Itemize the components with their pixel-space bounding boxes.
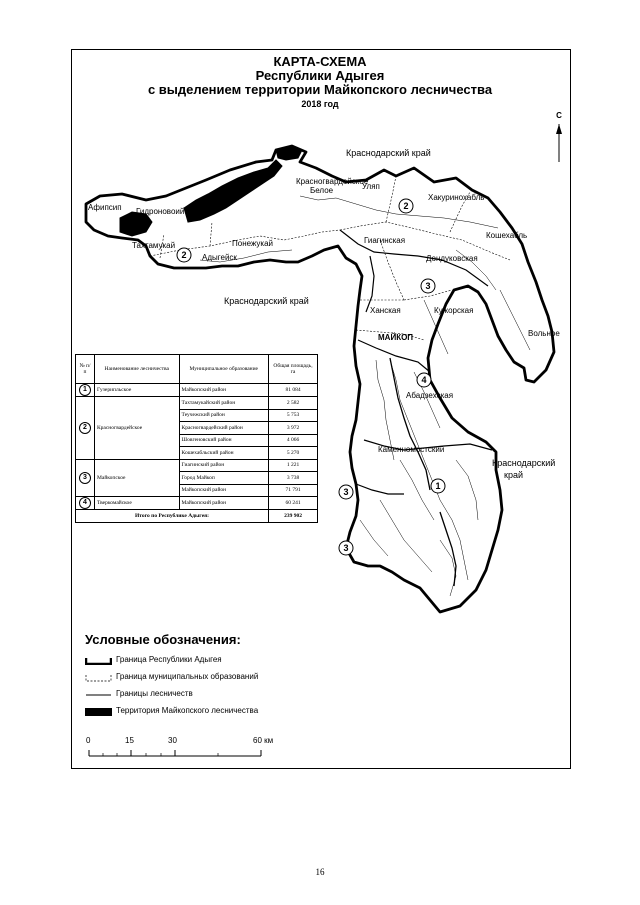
legend-label: Границы лесничеств	[116, 689, 193, 698]
label-volnoe: Вольное	[528, 329, 560, 338]
svg-text:3: 3	[425, 281, 431, 291]
label-maikop: МАЙКОП	[378, 333, 414, 342]
page-number: 16	[315, 867, 325, 877]
table-row	[76, 459, 318, 472]
map-year: 2018 год	[301, 99, 339, 109]
table-row	[76, 397, 318, 410]
svg-text:С: С	[556, 111, 562, 120]
table-header-num: № п/п	[76, 355, 95, 384]
label-hanskaya: Ханская	[370, 306, 401, 315]
table-header-municipality: Муниципальное образование	[179, 355, 268, 384]
legend-heading: Условные обозначения:	[85, 632, 241, 647]
forestry-marker-1	[431, 479, 445, 493]
label-kamennomostskii: Каменномостский	[378, 445, 445, 454]
svg-text:4: 4	[421, 375, 427, 385]
municipality-name: Майкопский район	[179, 497, 268, 510]
label-krasnodar-top: Краснодарский край	[346, 148, 431, 158]
forestry-num-badge: 3	[79, 472, 91, 484]
label-adygeisk: Адыгейск	[202, 253, 237, 262]
area-value: 1 221	[269, 459, 318, 472]
label-giaginskaya: Гиагинская	[364, 236, 406, 245]
forestry-name: Майкопское	[95, 459, 180, 497]
label-tahtamukai: Тахтамукай	[132, 241, 176, 250]
forestry-marker-2b	[399, 199, 413, 213]
map-title: КАРТА-СХЕМА	[273, 54, 367, 69]
forestry-marker-4	[417, 373, 431, 387]
label-krasnodar-mid: Краснодарский край	[224, 296, 309, 306]
forestry-name: Тверкомайское	[95, 497, 180, 510]
forestry-area-table	[75, 354, 318, 523]
scale-tick-30: 30	[168, 736, 177, 745]
forestry-marker-3a	[421, 279, 435, 293]
scale-ruler	[85, 748, 285, 758]
label-ulyap: Уляп	[362, 182, 380, 191]
label-krasnodar-right-2: край	[504, 470, 523, 480]
north-arrow-icon	[553, 110, 565, 170]
municipal-border-swatch-icon	[85, 674, 112, 682]
label-ponezhukai: Понежукай	[232, 239, 274, 248]
total-label: Итого по Республике Адыгея:	[76, 510, 269, 523]
label-dondukovskaya: Дондуковская	[426, 254, 478, 263]
area-value: 5 753	[269, 409, 318, 422]
scale-tick-15: 15	[125, 736, 134, 745]
forestry-marker-3c	[339, 541, 353, 555]
legend-label: Территория Майкопского лесничества	[116, 706, 259, 715]
svg-text:3: 3	[343, 543, 349, 553]
area-value: 3 738	[269, 472, 318, 485]
municipality-name: Майкопский район	[179, 384, 268, 397]
table-header-forestry: Наименование лесничества	[95, 355, 180, 384]
area-value: 3 972	[269, 422, 318, 435]
table-row	[76, 384, 318, 397]
municipality-name: Майкопский район	[179, 484, 268, 497]
map-subtitle-forestry: с выделением территории Майкопского лесничества	[147, 82, 493, 97]
map-subtitle-republic: Республики Адыгея	[255, 68, 385, 83]
table-row	[76, 497, 318, 510]
municipality-name: Тахтамукайский район	[179, 397, 268, 410]
forestry-name: Красногвардейское	[95, 397, 180, 460]
table-total-row	[76, 510, 318, 523]
forestry-num-badge: 1	[79, 384, 91, 396]
forestry-num-badge: 2	[79, 422, 91, 434]
maikop-forestry-swatch-icon	[85, 708, 112, 716]
svg-text:2: 2	[181, 250, 187, 260]
svg-text:3: 3	[343, 487, 349, 497]
label-gidronovoi: Гидроновоий	[136, 207, 185, 216]
total-value: 239 902	[269, 510, 318, 523]
forestry-num-badge: 4	[79, 497, 91, 509]
forestry-name: Гузерипльское	[95, 384, 180, 397]
legend-label: Граница Республики Адыгея	[116, 655, 222, 664]
area-value: 81 084	[269, 384, 318, 397]
label-krasnodar-right-1: Краснодарский	[492, 458, 556, 468]
municipality-name: Красногвардейский район	[179, 422, 268, 435]
area-value: 5 270	[269, 447, 318, 460]
forestry-border-swatch-icon	[85, 691, 112, 699]
scale-bar	[85, 736, 285, 758]
scale-tick-60: 60 км	[253, 736, 274, 745]
area-value: 4 066	[269, 434, 318, 447]
forestry-marker-2a	[177, 248, 191, 262]
label-kuzhorskaya: Кужорская	[434, 306, 474, 315]
forestry-marker-3b	[339, 485, 353, 499]
svg-text:2: 2	[403, 201, 409, 211]
republic-border-swatch-icon	[85, 657, 112, 665]
area-value: 60 241	[269, 497, 318, 510]
label-afipsip: Афипсип	[88, 203, 122, 212]
municipality-name: Город Майкоп	[179, 472, 268, 485]
svg-text:1: 1	[435, 481, 441, 491]
label-krasnogvardeiskoe: Красногвардейское	[296, 177, 369, 186]
area-value: 71 791	[269, 484, 318, 497]
municipality-name: Теучежский район	[179, 409, 268, 422]
label-beloe: Белое	[310, 186, 334, 195]
scale-tick-0: 0	[86, 736, 91, 745]
legend-label: Граница муниципальных образований	[116, 672, 259, 681]
municipality-name: Шовгеновский район	[179, 434, 268, 447]
municipality-name: Гиагинский район	[179, 459, 268, 472]
area-value: 2 582	[269, 397, 318, 410]
label-abadzehskaya: Абадзехская	[406, 391, 454, 400]
table-header-area: Общая площадь, га	[269, 355, 318, 384]
label-hakurinohabl: Хакуринохабль	[428, 193, 485, 202]
municipality-name: Кошехабльский район	[179, 447, 268, 460]
label-koshehabl: Кошехабль	[486, 231, 528, 240]
